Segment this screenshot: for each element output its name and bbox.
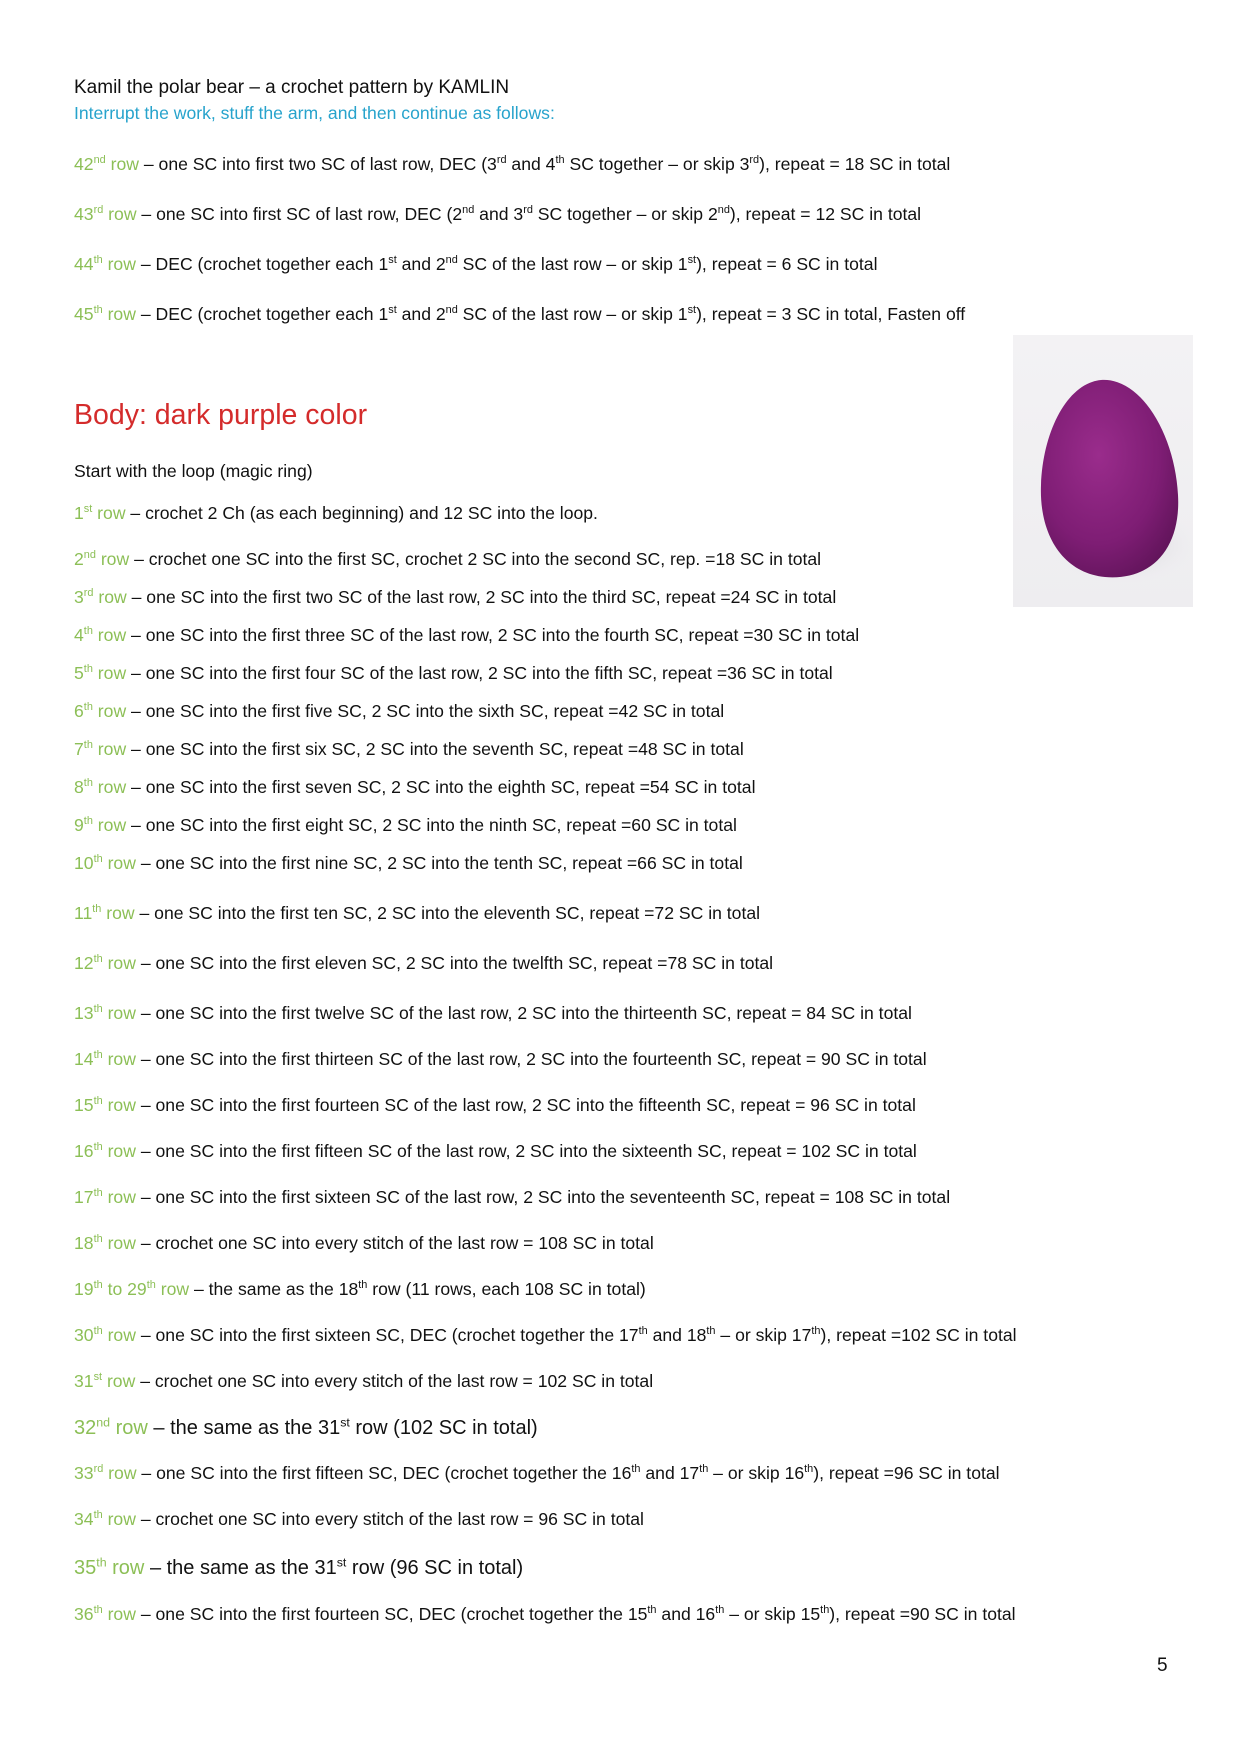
pattern-row <box>74 1556 523 1580</box>
instruction-text: Interrupt the work, stuff the arm, and then continue as follows: <box>74 103 555 123</box>
row-text: – one SC into the first eight SC, 2 SC into the ninth SC, repeat =60 SC in total <box>126 815 737 835</box>
row-label: th <box>83 663 93 676</box>
row-label: th <box>83 701 93 714</box>
row-text: and 4 <box>506 154 556 174</box>
row-text: and 17 <box>640 1463 700 1483</box>
row-text: – one SC into the first sixteen SC, DEC (crochet together the 17 <box>135 1325 639 1345</box>
row-label: th <box>93 953 103 966</box>
row-label: to 29 <box>102 1279 147 1299</box>
row-text: SC of the last row – or skip 1 <box>457 254 688 274</box>
row-label: row <box>102 1141 136 1161</box>
row-label: row <box>106 1557 145 1579</box>
row-text: rd <box>749 154 760 167</box>
row-label: row <box>102 1003 136 1023</box>
pattern-row <box>74 549 821 570</box>
row-label: row <box>102 953 136 973</box>
pattern-row <box>74 953 773 974</box>
row-text: th <box>555 154 565 167</box>
row-text: – one SC into the first thirteen SC of the last row, 2 SC into the fourteenth SC, repeat = 90 SC in total <box>135 1049 927 1069</box>
row-text: SC of the last row – or skip 1 <box>457 304 688 324</box>
row-text: SC together – or skip 2 <box>532 204 718 224</box>
pattern-row <box>74 1325 1017 1346</box>
row-text: – one SC into the first fifteen SC, DEC (crochet together the 16 <box>136 1463 632 1483</box>
row-label: 12 <box>74 953 94 973</box>
row-text: ), repeat = 18 SC in total <box>759 154 951 174</box>
row-text: – or skip 15 <box>724 1604 821 1624</box>
row-label: th <box>93 1003 103 1016</box>
row-label: th <box>93 304 103 317</box>
row-text: – the same as the 31 <box>144 1557 337 1579</box>
row-text: – one SC into the first six SC, 2 SC into the seventh SC, repeat =48 SC in total <box>126 739 744 759</box>
row-text: row (11 rows, each 108 SC in total) <box>367 1279 646 1299</box>
row-text: – the same as the 18 <box>189 1279 359 1299</box>
row-text: th <box>358 1279 368 1292</box>
row-text: st <box>687 254 697 267</box>
pattern-row <box>74 254 878 275</box>
row-text: th <box>699 1463 709 1476</box>
row-text: – one SC into the first nine SC, 2 SC into the tenth SC, repeat =66 SC in total <box>135 853 743 873</box>
row-text: row (96 SC in total) <box>346 1557 524 1579</box>
row-text: – crochet one SC into every stitch of the last row = 102 SC in total <box>135 1371 654 1391</box>
row-label: 1 <box>74 503 84 523</box>
row-text: – one SC into the first ten SC, 2 SC into the eleventh SC, repeat =72 SC in total <box>134 903 761 923</box>
row-text: rd <box>523 204 533 217</box>
row-text: – one SC into the first five SC, 2 SC into the sixth SC, repeat =42 SC in total <box>126 701 725 721</box>
row-label: row <box>92 815 127 835</box>
row-text: th <box>638 1325 648 1338</box>
row-label: 4 <box>74 625 84 645</box>
pattern-row <box>74 154 950 175</box>
row-text: nd <box>717 204 730 217</box>
row-label: row <box>92 625 127 645</box>
row-text: – crochet one SC into every stitch of the last row = 96 SC in total <box>135 1509 644 1529</box>
row-label: 7 <box>74 739 84 759</box>
row-label: 44 <box>74 254 94 274</box>
row-label: 42 <box>74 154 94 174</box>
row-label: 18 <box>74 1233 94 1253</box>
row-label: th <box>93 1325 103 1338</box>
pattern-row <box>74 1416 538 1440</box>
pattern-row <box>74 853 743 874</box>
row-text: and 3 <box>474 204 524 224</box>
pattern-row <box>74 1141 917 1162</box>
row-label: nd <box>96 1415 111 1430</box>
row-label: row <box>92 777 127 797</box>
body-intro: Start with the loop (magic ring) <box>74 461 313 481</box>
row-label: 33 <box>74 1463 94 1483</box>
row-label: 6 <box>74 701 84 721</box>
pattern-row <box>74 1509 644 1530</box>
pattern-row <box>74 503 598 524</box>
row-label: row <box>110 1417 148 1439</box>
row-text: th <box>804 1463 814 1476</box>
row-text: – crochet one SC into the first SC, crochet 2 SC into the second SC, rep. =18 SC in total <box>129 549 822 569</box>
row-label: rd <box>93 204 104 217</box>
row-label: row <box>92 663 127 683</box>
row-label: row <box>102 1233 136 1253</box>
row-label: row <box>102 1049 136 1069</box>
row-label: 9 <box>74 815 84 835</box>
pattern-row <box>74 204 921 225</box>
row-label: th <box>93 1095 103 1108</box>
pattern-row <box>74 701 724 722</box>
purple-crocheted-body-image <box>1013 335 1193 607</box>
pattern-row <box>74 1095 916 1116</box>
row-text: ), repeat = 3 SC in total, Fasten off <box>696 304 966 324</box>
pattern-row <box>74 304 965 325</box>
row-text: – crochet 2 Ch (as each beginning) and 12 SC into the loop. <box>125 503 598 523</box>
row-label: row <box>102 1371 136 1391</box>
row-text: and 2 <box>396 304 446 324</box>
row-label: 15 <box>74 1095 94 1115</box>
row-label: th <box>93 1049 103 1062</box>
row-label: 36 <box>74 1604 94 1624</box>
row-label: row <box>102 1187 136 1207</box>
row-label: nd <box>83 549 96 562</box>
row-label: 5 <box>74 663 84 683</box>
pattern-row <box>74 625 859 646</box>
row-label: row <box>105 154 139 174</box>
row-label: st <box>83 503 93 516</box>
row-text: and 18 <box>647 1325 707 1345</box>
row-label: 17 <box>74 1187 94 1207</box>
row-label: row <box>102 254 136 274</box>
row-text: st <box>388 254 397 267</box>
pattern-row <box>74 739 744 760</box>
row-label: row <box>102 853 136 873</box>
row-label: row <box>93 587 127 607</box>
pattern-row <box>74 587 836 608</box>
row-label: row <box>102 1604 136 1624</box>
row-text: – DEC (crochet together each 1 <box>135 254 389 274</box>
pattern-row <box>74 1279 646 1300</box>
pattern-row <box>74 815 737 836</box>
row-text: ), repeat =96 SC in total <box>813 1463 1000 1483</box>
row-text: nd <box>462 204 475 217</box>
row-label: row <box>102 1095 136 1115</box>
row-label: row <box>92 739 127 759</box>
row-label: row <box>102 304 136 324</box>
row-label: 34 <box>74 1509 94 1529</box>
row-label: row <box>103 1463 137 1483</box>
row-label: th <box>93 1279 103 1292</box>
row-label: row <box>101 903 135 923</box>
row-text: – one SC into the first fifteen SC of the last row, 2 SC into the sixteenth SC, repeat = 102 SC in total <box>135 1141 917 1161</box>
row-text: th <box>706 1325 716 1338</box>
pattern-row <box>74 1463 1000 1484</box>
row-label: 10 <box>74 853 94 873</box>
row-text: – one SC into the first eleven SC, 2 SC into the twelfth SC, repeat =78 SC in total <box>135 953 774 973</box>
row-label: th <box>83 739 93 752</box>
row-label: row <box>102 1509 136 1529</box>
row-label: th <box>92 903 102 916</box>
row-label: th <box>93 853 103 866</box>
row-text: ), repeat = 12 SC in total <box>729 204 922 224</box>
row-text: – one SC into first SC of last row, DEC (2 <box>136 204 463 224</box>
row-label: th <box>83 777 93 790</box>
row-label: 8 <box>74 777 84 797</box>
row-label: th <box>96 1555 107 1570</box>
row-text: st <box>687 304 697 317</box>
document-title: Kamil the polar bear – a crochet pattern by KAMLIN <box>74 77 510 98</box>
row-text: – one SC into the first fourteen SC, DEC (crochet together the 15 <box>135 1604 648 1624</box>
row-text: – one SC into first two SC of last row, DEC (3 <box>138 154 497 174</box>
row-text: ), repeat =90 SC in total <box>829 1604 1016 1624</box>
row-label: th <box>93 1509 103 1522</box>
row-text: – one SC into the first three SC of the last row, 2 SC into the fourth SC, repeat =30 SC in total <box>126 625 860 645</box>
row-label: rd <box>93 1463 104 1476</box>
row-label: th <box>83 815 93 828</box>
row-text: rd <box>496 154 507 167</box>
pattern-row <box>74 1187 950 1208</box>
row-text: – one SC into the first seven SC, 2 SC into the eighth SC, repeat =54 SC in total <box>126 777 756 797</box>
pattern-row <box>74 777 756 798</box>
row-label: 30 <box>74 1325 94 1345</box>
row-text: th <box>820 1604 830 1617</box>
row-text: ), repeat =102 SC in total <box>820 1325 1017 1345</box>
row-text: nd <box>445 304 458 317</box>
row-text: – or skip 16 <box>708 1463 805 1483</box>
row-label: th <box>93 1187 103 1200</box>
pattern-row <box>74 903 760 924</box>
row-text: th <box>715 1604 725 1617</box>
row-label: 19 <box>74 1279 94 1299</box>
pattern-row <box>74 1003 912 1024</box>
row-text: row (102 SC in total) <box>349 1417 538 1439</box>
row-text: nd <box>445 254 458 267</box>
row-label: 2 <box>74 549 84 569</box>
row-text: – the same as the 31 <box>147 1417 341 1439</box>
row-label: st <box>93 1371 103 1384</box>
row-text: – one SC into the first four SC of the last row, 2 SC into the fifth SC, repeat =36 SC in total <box>126 663 833 683</box>
row-label: row <box>95 549 130 569</box>
row-text: st <box>340 1415 350 1430</box>
row-text: th <box>647 1604 657 1617</box>
row-label: row <box>92 503 126 523</box>
row-text: SC together – or skip 3 <box>564 154 750 174</box>
row-label: 3 <box>74 587 84 607</box>
pattern-row <box>74 1371 653 1392</box>
row-text: ), repeat = 6 SC in total <box>696 254 878 274</box>
row-label: 14 <box>74 1049 94 1069</box>
pattern-row <box>74 1233 654 1254</box>
row-label: th <box>93 1141 103 1154</box>
row-label: row <box>155 1279 190 1299</box>
row-text: – one SC into the first sixteen SC of the last row, 2 SC into the seventeenth SC, repeat = 108 SC in total <box>135 1187 951 1207</box>
row-text: – one SC into the first twelve SC of the last row, 2 SC into the thirteenth SC, repeat = 84 SC in total <box>135 1003 912 1023</box>
row-label: nd <box>93 154 106 167</box>
row-label: 45 <box>74 304 94 324</box>
row-text: th <box>631 1463 641 1476</box>
row-label: row <box>102 1325 136 1345</box>
row-text: – or skip 17 <box>715 1325 812 1345</box>
section-heading-body: Body: dark purple color <box>74 399 368 431</box>
row-label: th <box>83 625 93 638</box>
row-label: 32 <box>74 1417 97 1439</box>
row-text: – one SC into the first fourteen SC of the last row, 2 SC into the fifteenth SC, repeat = 96 SC in total <box>135 1095 916 1115</box>
row-label: rd <box>83 587 94 600</box>
row-label: row <box>103 204 137 224</box>
row-text: and 2 <box>396 254 446 274</box>
pattern-row <box>74 663 833 684</box>
row-label: 16 <box>74 1141 94 1161</box>
row-label: 43 <box>74 204 94 224</box>
row-label: 35 <box>74 1557 97 1579</box>
row-label: th <box>93 254 103 267</box>
row-label: th <box>93 1604 103 1617</box>
row-text: th <box>811 1325 821 1338</box>
page-number: 5 <box>1157 1655 1168 1676</box>
row-text: – DEC (crochet together each 1 <box>135 304 389 324</box>
row-label: 31 <box>74 1371 94 1391</box>
row-text: st <box>388 304 397 317</box>
pattern-row <box>74 1049 927 1070</box>
row-text: and 16 <box>656 1604 716 1624</box>
row-text: – one SC into the first two SC of the last row, 2 SC into the third SC, repeat =24 SC in total <box>126 587 837 607</box>
row-label: 13 <box>74 1003 94 1023</box>
row-label: th <box>93 1233 103 1246</box>
pattern-row <box>74 1604 1016 1625</box>
row-text: st <box>336 1555 347 1570</box>
row-text: – crochet one SC into every stitch of the last row = 108 SC in total <box>135 1233 654 1253</box>
row-label: th <box>146 1279 156 1292</box>
row-label: 11 <box>74 903 93 923</box>
row-label: row <box>92 701 127 721</box>
